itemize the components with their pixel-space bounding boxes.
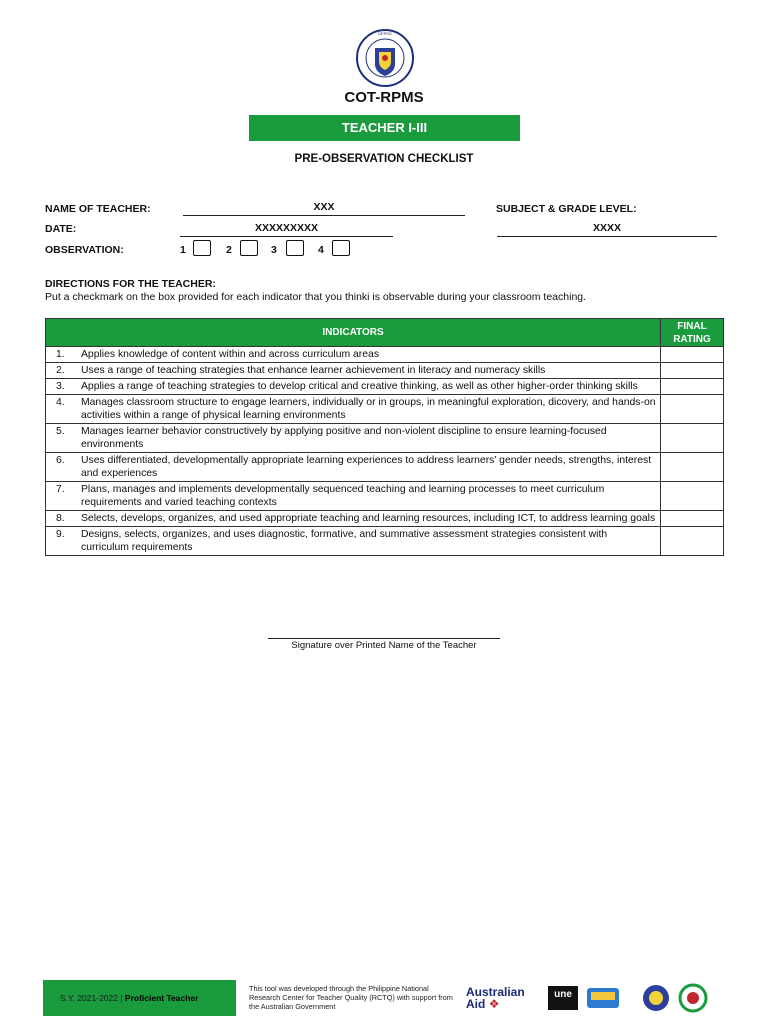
seal-logo-2 bbox=[640, 983, 672, 1013]
observation-label: OBSERVATION: bbox=[45, 244, 124, 256]
indicator-text: Designs, selects, organizes, and uses diagnostic, formative, and summative assessment strategies consistent with curriculum requirements bbox=[81, 529, 608, 553]
une-logo: une bbox=[548, 986, 578, 1010]
indicator-text: Applies a range of teaching strategies to develop critical and creative thinking, as well as other higher-order thinking skills bbox=[81, 381, 638, 392]
indicator-number: 3. bbox=[56, 381, 65, 392]
rctq-logo bbox=[585, 984, 621, 1012]
indicator-number: 7. bbox=[56, 484, 65, 495]
table-row bbox=[46, 453, 724, 482]
indicator-text: Applies knowledge of content within and across curriculum areas bbox=[81, 349, 380, 360]
indicator-number: 4. bbox=[56, 397, 65, 408]
indicator-text: Plans, manages and implements developmentally sequenced teaching and learning processes to meet curriculum requirements and varied teaching contexts bbox=[81, 484, 605, 508]
aus-line1: Australian bbox=[466, 985, 525, 999]
directions-text: Put a checkmark on the box provided for each indicator that you thinki is observable during your classroom teaching. bbox=[45, 291, 587, 303]
table-row bbox=[46, 347, 724, 363]
final-rating-header: FINAL RATING bbox=[661, 319, 724, 347]
indicator-number: 9. bbox=[56, 529, 65, 540]
school-year: S.Y. 2021-2022 | bbox=[60, 993, 123, 1003]
indicator-number: 5. bbox=[56, 426, 65, 437]
observation-option-2-label: 2 bbox=[226, 244, 232, 256]
final-rating-cell[interactable] bbox=[661, 527, 724, 556]
indicator-number: 1. bbox=[56, 349, 65, 360]
final-rating-cell[interactable] bbox=[661, 453, 724, 482]
indicator-text: Manages classroom structure to engage learners, individually or in groups, in meaningful exploration, dicovery, and hands-on activities within a range of physical learning environments bbox=[81, 397, 656, 421]
final-rating-cell[interactable] bbox=[661, 511, 724, 527]
observation-option-4-label: 4 bbox=[318, 244, 324, 256]
indicator-number: 8. bbox=[56, 513, 65, 524]
name-value: XXX bbox=[183, 202, 465, 216]
name-label: NAME OF TEACHER: bbox=[45, 203, 151, 215]
teacher-rank: Proficient Teacher bbox=[124, 993, 199, 1003]
date-value: XXXXXXXXX bbox=[180, 223, 393, 237]
australian-aid-logo: Australian Aid ❖ bbox=[466, 985, 525, 1011]
final-rating-cell[interactable] bbox=[661, 424, 724, 453]
final-rating-cell[interactable] bbox=[661, 347, 724, 363]
table-row bbox=[46, 395, 724, 424]
directions-title: DIRECTIONS FOR THE TEACHER: bbox=[45, 278, 216, 290]
table-row bbox=[46, 363, 724, 379]
final-rating-cell[interactable] bbox=[661, 482, 724, 511]
signature-label: Signature over Printed Name of the Teacher bbox=[291, 640, 477, 651]
observation-option-2-checkbox[interactable] bbox=[240, 240, 258, 256]
indicator-number: 6. bbox=[56, 455, 65, 466]
subject-value: XXXX bbox=[497, 223, 717, 237]
footer-school-year bbox=[60, 993, 198, 1003]
observation-option-1-checkbox[interactable] bbox=[193, 240, 211, 256]
table-row bbox=[46, 511, 724, 527]
footer-credit: This tool was developed through the Philippine National Research Center for Teacher Quality (RCTQ) with support from the Australian Government bbox=[249, 984, 453, 1011]
final-rating-cell[interactable] bbox=[661, 395, 724, 424]
final-rating-cell[interactable] bbox=[661, 379, 724, 395]
teacher-level-banner: TEACHER I-III bbox=[249, 115, 520, 141]
indicator-text: Manages learner behavior constructively by applying positive and non-violent discipline to ensure learning-focused environments bbox=[81, 426, 607, 450]
table-row bbox=[46, 379, 724, 395]
indicator-number: 2. bbox=[56, 365, 65, 376]
aus-line2: Aid bbox=[466, 997, 486, 1011]
observation-option-3-label: 3 bbox=[271, 244, 277, 256]
observation-option-3-checkbox[interactable] bbox=[286, 240, 304, 256]
svg-text:DEPED: DEPED bbox=[378, 31, 392, 36]
date-label: DATE: bbox=[45, 223, 77, 235]
page-title: COT-RPMS bbox=[344, 89, 424, 106]
table-row bbox=[46, 424, 724, 453]
observation-option-1-label: 1 bbox=[180, 244, 186, 256]
final-rating-cell[interactable] bbox=[661, 363, 724, 379]
indicator-text: Selects, develops, organizes, and used appropriate teaching and learning resources, including ICT, to address learning goals bbox=[81, 513, 656, 524]
indicator-text: Uses a range of teaching strategies that enhance learner achievement in literacy and numeracy skills bbox=[81, 365, 546, 376]
subject-label: SUBJECT & GRADE LEVEL: bbox=[496, 203, 637, 215]
indicator-text: Uses differentiated, developmentally appropriate learning experiences to address learners’ gender needs, strengths, interest and experiences bbox=[81, 455, 652, 479]
deped-seal-logo bbox=[349, 28, 421, 88]
seal-logo-3 bbox=[676, 983, 710, 1013]
observation-option-4-checkbox[interactable] bbox=[332, 240, 350, 256]
checklist-subtitle: PRE-OBSERVATION CHECKLIST bbox=[294, 153, 474, 165]
indicators-header: INDICATORS bbox=[46, 319, 661, 347]
signature-line bbox=[268, 638, 500, 639]
indicators-table bbox=[45, 318, 724, 556]
table-row bbox=[46, 527, 724, 556]
table-row bbox=[46, 482, 724, 511]
